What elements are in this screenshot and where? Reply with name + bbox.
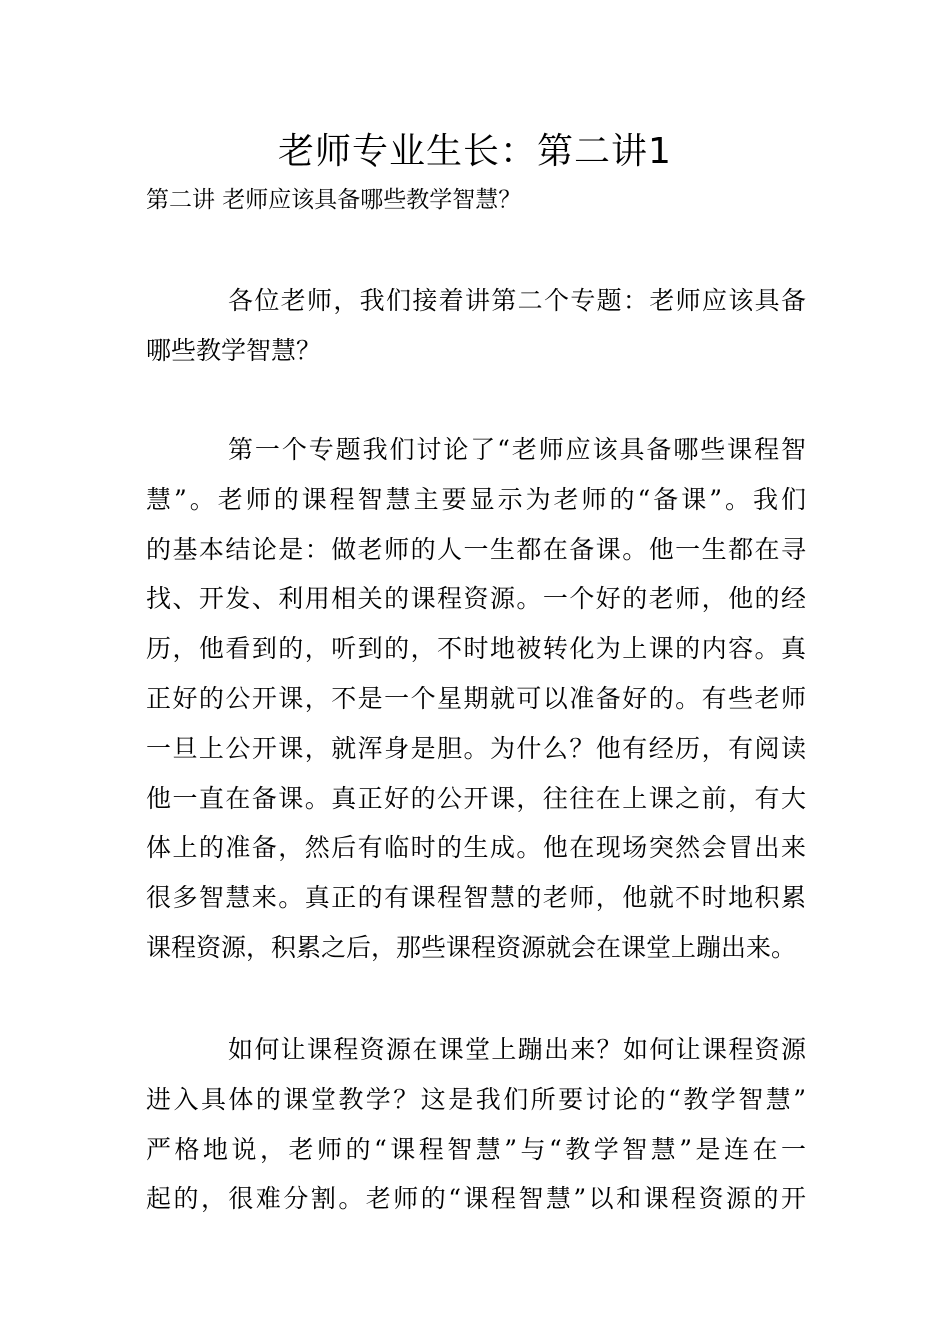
paragraph-line: 体上的准备，然后有临时的生成。他在现场突然会冒出来 <box>146 833 806 863</box>
paragraph-line: 慧”。老师的课程智慧主要显示为老师的“备课”。我们 <box>146 484 806 514</box>
paragraph-line: 很多智慧来。真正的有课程智慧的老师，他就不时地积累 <box>146 883 806 913</box>
paragraph-line: 严格地说，老师的“课程智慧”与“教学智慧”是连在一 <box>146 1134 806 1164</box>
paragraph-line: 哪些教学智慧？ <box>146 335 322 365</box>
paragraph-line: 找、开发、利用相关的课程资源。一个好的老师，他的经 <box>146 584 806 614</box>
paragraph-1 <box>146 276 806 376</box>
paragraph-line: 一旦上公开课，就浑身是胆。为什么？他有经历，有阅读 <box>146 733 806 763</box>
paragraph-line: 进入具体的课堂教学？这是我们所要讨论的“教学智慧” <box>146 1084 806 1114</box>
paragraph-line: 他一直在备课。真正好的公开课，往往在上课之前，有大 <box>146 783 806 813</box>
paragraph-3 <box>146 1025 806 1224</box>
paragraph-line: 课程资源，积累之后，那些课程资源就会在课堂上蹦出来。 <box>146 932 797 962</box>
paragraph-2 <box>146 425 806 973</box>
document-title: 老师专业生长：第二讲1 <box>278 131 672 172</box>
paragraph-line: 起的，很难分割。老师的“课程智慧”以和课程资源的开 <box>146 1184 806 1214</box>
paragraph-line: 如何让课程资源在课堂上蹦出来？如何让课程资源 <box>228 1035 806 1064</box>
paragraph-line: 各位老师，我们接着讲第二个专题：老师应该具备 <box>228 286 806 315</box>
document-subtitle: 第二讲 老师应该具备哪些教学智慧？ <box>146 187 522 213</box>
paragraph-line: 正好的公开课，不是一个星期就可以准备好的。有些老师 <box>146 683 806 713</box>
paragraph-line: 历，他看到的，听到的，不时地被转化为上课的内容。真 <box>146 634 806 664</box>
paragraph-line: 第一个专题我们讨论了“老师应该具备哪些课程智 <box>228 435 806 464</box>
paragraph-line: 的基本结论是：做老师的人一生都在备课。他一生都在寻 <box>146 534 806 564</box>
